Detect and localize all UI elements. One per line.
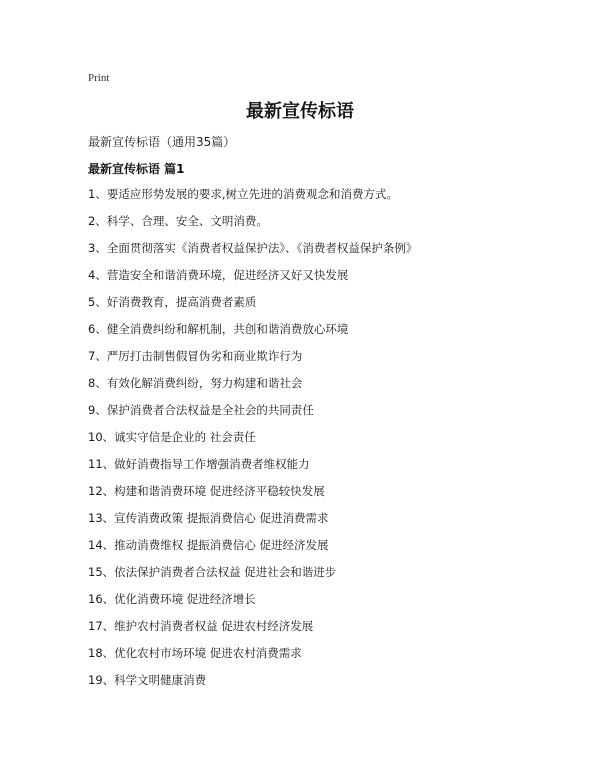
list-item: 16、优化消费环境 促进经济增长 bbox=[88, 592, 256, 606]
list-item: 18、优化农村市场环境 促进农村消费需求 bbox=[88, 646, 302, 660]
list-item: 5、好消费教育，提高消费者素质 bbox=[88, 295, 257, 309]
section-heading: 最新宣传标语 篇1 bbox=[88, 162, 185, 176]
list-item: 3、全面贯彻落实《消费者权益保护法》、《消费者权益保护条例》 bbox=[88, 241, 418, 255]
list-item: 17、维护农村消费者权益 促进农村经济发展 bbox=[88, 619, 314, 633]
list-item: 13、宣传消费政策 提振消费信心 促进消费需求 bbox=[88, 511, 329, 525]
list-item: 12、构建和谐消费环境 促进经济平稳较快发展 bbox=[88, 484, 325, 498]
list-item: 7、严厉打击制售假冒伪劣和商业欺诈行为 bbox=[88, 349, 303, 363]
list-item: 8、有效化解消费纠纷，努力构建和谐社会 bbox=[88, 376, 303, 390]
list-item: 2、科学、合理、安全、文明消费。 bbox=[88, 214, 268, 228]
slogan-list bbox=[88, 186, 568, 699]
list-item: 10、诚实守信是企业的 社会责任 bbox=[88, 430, 256, 444]
list-item: 9、保护消费者合法权益是全社会的共同责任 bbox=[88, 403, 314, 417]
list-item: 11、做好消费指导工作增强消费者维权能力 bbox=[88, 457, 310, 471]
page-title: 最新宣传标语 bbox=[246, 101, 354, 122]
list-item: 1、要适应形势发展的要求,树立先进的消费观念和消费方式。 bbox=[88, 187, 398, 201]
document-subtitle: 最新宣传标语（通用35篇） bbox=[88, 135, 236, 149]
list-item: 14、推动消费维权 提振消费信心 促进经济发展 bbox=[88, 538, 329, 552]
print-label: Print bbox=[88, 72, 110, 84]
list-item: 15、依法保护消费者合法权益 促进社会和谐进步 bbox=[88, 565, 337, 579]
list-item: 19、科学文明健康消费 bbox=[88, 673, 207, 687]
list-item: 4、营造安全和谐消费环境，促进经济又好又快发展 bbox=[88, 268, 349, 282]
list-item: 6、健全消费纠纷和解机制，共创和谐消费放心环境 bbox=[88, 322, 349, 336]
